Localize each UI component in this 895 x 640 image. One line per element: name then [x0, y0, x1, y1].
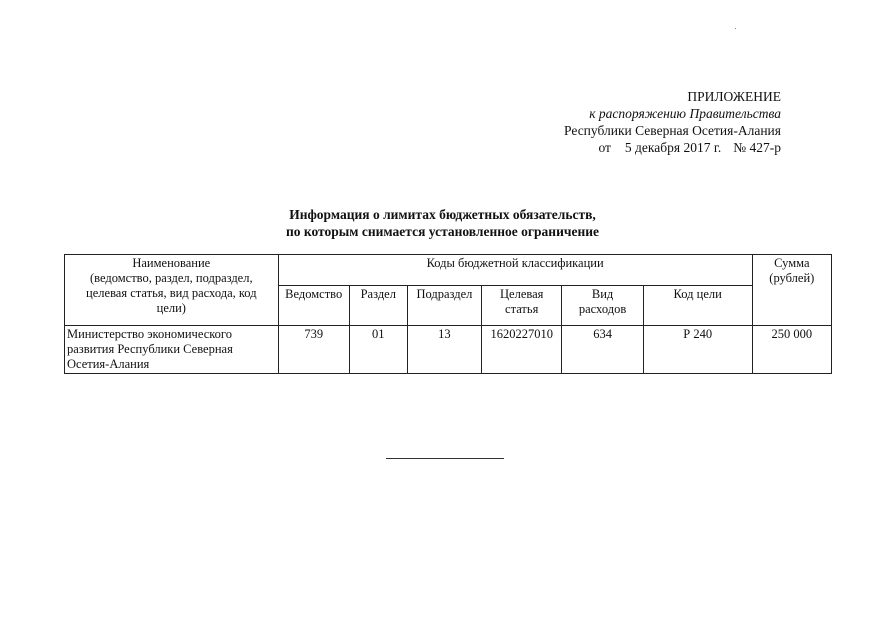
appendix-label: ПРИЛОЖЕНИЕ: [687, 89, 781, 104]
subheader-line: статья: [505, 302, 539, 317]
header-name-line: (ведомство, раздел, подраздел,: [89, 271, 253, 285]
order-reference: к распоряжению Правительства: [589, 106, 781, 121]
row-vedomstvo: 739: [278, 326, 349, 374]
header-name-line: Наименование: [132, 256, 211, 270]
budget-limits-table: [64, 254, 832, 374]
subheader-kod-celi: Код цели: [643, 286, 752, 326]
subheader-line: Целевая: [500, 287, 544, 302]
row-name-line: развития Республики Северная: [67, 342, 233, 356]
subheader-line: расходов: [578, 302, 627, 317]
row-name-line: Осетия-Алания: [67, 357, 150, 371]
order-number: № 427-р: [733, 140, 781, 155]
row-sum: 250 000: [752, 326, 831, 374]
title-line-2: по которым снимается установленное ограничение: [285, 224, 600, 239]
header-sum-line: Сумма: [774, 256, 810, 270]
title-line-1: Информация о лимитах бюджетных обязательств,: [289, 207, 596, 222]
row-kod-celi: Р 240: [643, 326, 752, 374]
row-razdel: 01: [349, 326, 407, 374]
subheader-podrazdel: Подраздел: [407, 286, 481, 326]
subheader-vedomstvo: Ведомство: [278, 286, 349, 326]
header-sum-cell: [752, 255, 831, 326]
date-number-line: [564, 139, 781, 156]
date-prefix: от: [598, 140, 611, 155]
header-name-line: цели): [156, 301, 186, 315]
government-name: Республики Северная Осетия-Алания: [564, 123, 781, 138]
order-date: 5 декабря 2017 г.: [624, 140, 722, 155]
subheader-vid: [562, 286, 643, 326]
subheader-line: Вид: [591, 287, 614, 302]
header-row: [65, 255, 832, 286]
row-name-cell: [65, 326, 279, 374]
row-name-line: Министерство экономического: [67, 327, 232, 341]
header-sum-line: (рублей): [769, 271, 815, 285]
row-celevaya: 1620227010: [482, 326, 562, 374]
row-podrazdel: 13: [407, 326, 481, 374]
row-vid: 634: [562, 326, 643, 374]
header-name-line: целевая статья, вид расхода, код: [86, 286, 257, 300]
header-codes-cell: Коды бюджетной классификации: [278, 255, 752, 286]
scan-speck: [735, 28, 736, 29]
subheader-razdel: Раздел: [349, 286, 407, 326]
table-row: [65, 326, 832, 374]
closing-line: [386, 458, 504, 459]
approval-stamp: [564, 88, 781, 156]
header-name-cell: [65, 255, 279, 326]
document-title: [0, 206, 895, 240]
subheader-celevaya: [482, 286, 562, 326]
